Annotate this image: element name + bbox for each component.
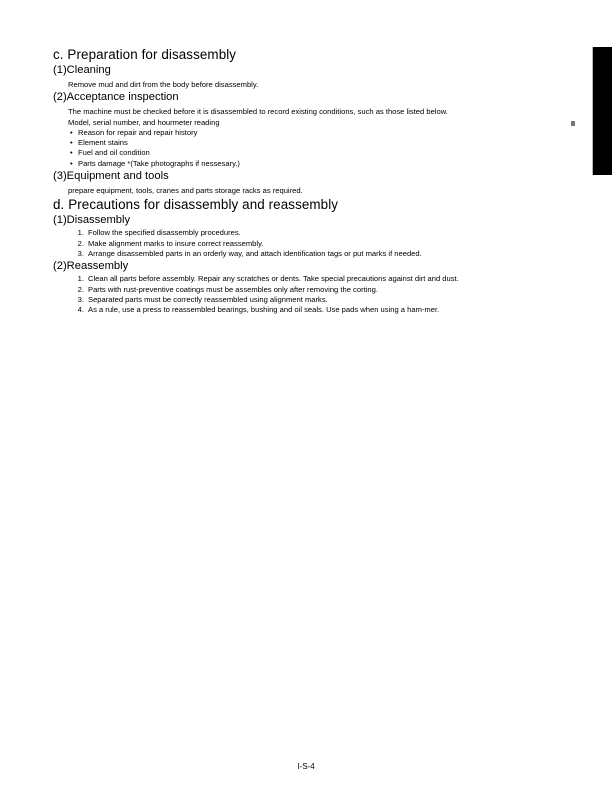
list-item-number: 3. [77, 294, 84, 304]
page-footer-number: I-S-4 [297, 762, 315, 771]
bullet-dot-icon: • [70, 158, 73, 168]
list-item-label: Follow the specified disassembly procedures. [88, 228, 241, 238]
acceptance-bullet-list [53, 128, 578, 169]
subsection-heading-equipment-and-tools: (3)Equipment and tools [53, 170, 169, 183]
subsection-heading-disassembly: (1)Disassembly [53, 214, 131, 227]
list-item [70, 138, 578, 148]
list-item-label: Fuel and oil condition [78, 148, 150, 158]
list-item-label: Element stains [78, 138, 128, 148]
list-item-label: Reason for repair and repair history [78, 127, 198, 137]
list-item-number: 1. [77, 228, 84, 238]
reassembly-numbered-list [53, 274, 578, 315]
list-item [72, 274, 578, 284]
bullet-dot-icon: • [70, 127, 73, 137]
subsection-heading-acceptance-inspection: (2)Acceptance inspection [53, 91, 179, 104]
list-item-number: 1. [77, 274, 84, 284]
subsection-heading-reassembly: (2)Reassembly [53, 260, 129, 273]
disassembly-numbered-list [53, 228, 578, 259]
acceptance-paragraph-1: The machine must be checked before it is disassembled to record existing conditions, such as those listed below. [68, 107, 448, 117]
list-item [70, 128, 578, 138]
cleaning-paragraph: Remove mud and dirt from the body before disassembly. [68, 80, 259, 89]
list-item-label: Clean all parts before assembly. Repair any scratches or dents. Take special precautions against dirt and dust. [88, 274, 459, 284]
list-item-number: 2. [77, 284, 84, 294]
list-item [72, 249, 578, 259]
subsection-heading-cleaning: (1)Cleaning [53, 64, 111, 76]
list-item [72, 305, 578, 315]
list-item [72, 295, 578, 305]
list-item-label: Separated parts must be correctly reassembled using alignment marks. [88, 294, 328, 304]
section-heading-c: c. Preparation for disassembly [53, 47, 237, 62]
list-item [70, 159, 578, 169]
list-item-number: 3. [77, 248, 84, 258]
list-item-label: Make alignment marks to insure correct reassembly. [88, 238, 264, 248]
list-item-label: Parts with rust-preventive coatings must be assembles only after removing the corting. [88, 284, 378, 294]
list-item-label: Arrange disassembled parts in an orderly way, and attach identification tags or put marks if needed. [88, 248, 422, 258]
bullet-dot-icon: • [70, 138, 73, 148]
acceptance-paragraph-2: Model, serial number, and hourmeter reading [68, 117, 220, 127]
list-item-label: Parts damage *(Take photographs if nessesary.) [78, 158, 240, 168]
list-item-number: 4. [77, 305, 84, 315]
list-item [72, 285, 578, 295]
equipment-paragraph: prepare equipment, tools, cranes and parts storage racks as required. [68, 186, 303, 196]
list-item-number: 2. [77, 238, 84, 248]
list-item [70, 148, 578, 158]
list-item [72, 239, 578, 249]
page-content [53, 46, 578, 315]
list-item [72, 228, 578, 238]
bullet-dot-icon: • [70, 148, 73, 158]
list-item-label: As a rule, use a press to reassembled bearings, bushing and oil seals. Use pads when using a ham-mer. [88, 305, 440, 315]
section-heading-d: d. Precautions for disassembly and reassembly [53, 197, 339, 213]
page-tab-marker [592, 47, 612, 175]
